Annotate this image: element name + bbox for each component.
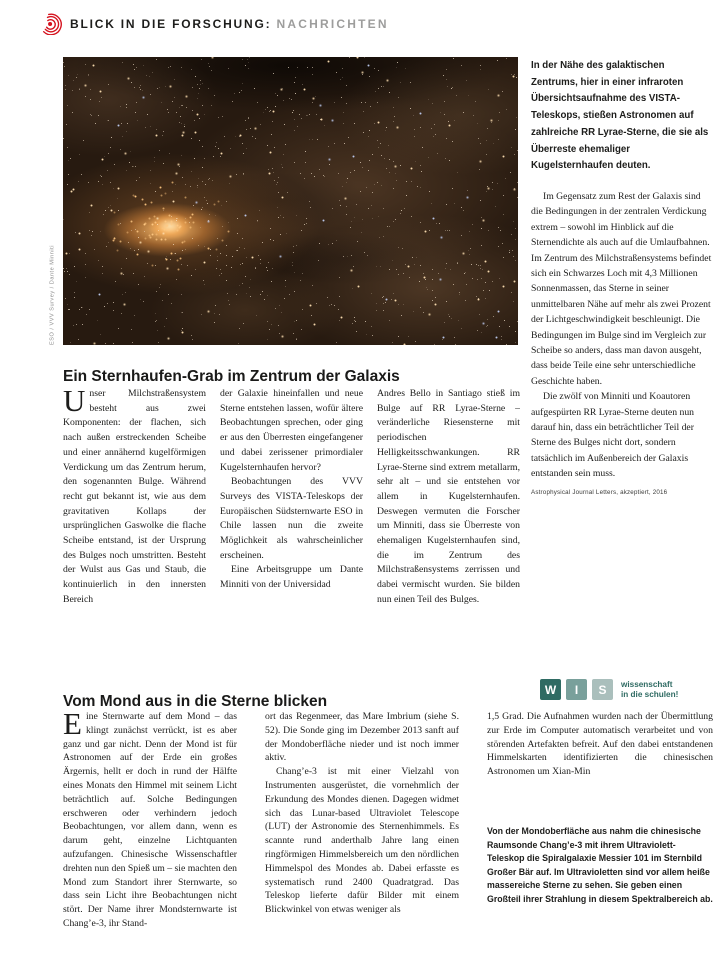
photo-caption: In der Nähe des galaktischen Zentrums, hier in einer infraroten Übersichtsaufnahme des VISTA-Teleskops, stießen Astronomen auf zahlreiche RR Lyrae-Sterne, die sie als Überreste ehemaliger Kugelsternhaufen deuten.: [531, 60, 709, 172]
article1-col3-text: Andres Bello in Santiago stieß im Bulge auf RR Lyrae-Sterne – veränderliche Riesensterne mit periodischen Helligkeitsschwankungen. RR Lyrae-Sterne sind extrem metallarm, sehr alt – und sie entstehen vor allem in Kugelsternhaufen. Deswegen vermuten die Forscher um Minniti, dass sie Überreste von ehemaligen Kugelsternhaufen sind, die im Zentrum des Milchstraßensystems zerrissen und dabei vermischt wurden. Sie bilden nun einen Teil des Bulges.: [377, 388, 520, 605]
article1-column-1: [63, 387, 206, 660]
article2-image-caption: Von der Mondoberfläche aus nahm die chinesische Raumsonde Chang’e-3 mit ihrem Ultraviolett-Teleskop die Spiralgalaxie Messier 101 im Sternbild Großer Bär auf. Im Ultravioletten sind vor allem heiße massereiche Sterne zu sehen. Sie geben einen Großteil ihrer Strahlung in diesem Spektralbereich ab.: [487, 825, 713, 904]
masthead-title-main: BLICK IN DIE FORSCHUNG:: [70, 17, 272, 31]
masthead: [40, 13, 389, 35]
article2-column-2: [265, 710, 459, 960]
wis-letter-i: I: [566, 679, 587, 700]
wis-label-line1: wissenschaft: [621, 680, 673, 689]
article2-column-3: [487, 710, 713, 960]
wis-letter-w: W: [540, 679, 561, 700]
article2-col3-text: 1,5 Grad. Die Aufnahmen wurden nach der Übermittlung zur Erde im Computer automatisch verarbeitet und von störenden Artefakten befreit. Auf den dabei entstandenen Himmelskarten identifizierten die chinesischen Astronomen um Xian-Min: [487, 711, 713, 778]
article1-col1-text: nser Milchstraßensystem besteht aus zwei Komponenten: der flachen, sich nach außen erstreckenden Scheibe und einer annähernd kugelförmigen Verdickung um das Zentrum herum, den sogenannten Bulge. Während recht gut bekannt ist, wie aus dem gravitativen Kollaps der ursprünglichen Gaswolke die flache Scheibe entstand, ist der Ursprung des Bulges noch umstritten. Besteht der Wulst aus Gas und Staub, die kontinuierlich in den innersten Bereich: [63, 388, 206, 605]
article1-columns: [63, 387, 520, 660]
wis-label-line2: in die schulen!: [621, 689, 679, 699]
article1-column-3: [377, 387, 520, 660]
sidebar-body: [531, 189, 713, 482]
article1-dropcap: U: [63, 387, 86, 418]
article2-column-1: [63, 710, 237, 960]
article1-title: Ein Sternhaufen-Grab im Zentrum der Galaxis: [63, 367, 400, 385]
article2-title: Vom Mond aus in die Sterne blicken: [63, 692, 328, 710]
sidebar-paragraph-1: Im Gegensatz zum Rest der Galaxis sind die Bedingungen in der zentralen Verdickung extrem – sowohl im Hinblick auf die Sternendichte als auch auf die Umlaufbahnen. Im Zentrum des Milchstraßensystems befindet sich ein Schwarzes Loch mit 4,3 Millionen Sonnenmassen, das Sterne in seiner unmittelbaren Nähe auf mehr als zwei Prozent der Lichtgeschwindigkeit beschleunigt. Die Bedingungen im Bulge sind im Vergleich zur Scheibe so anders, dass man davon ausgeht, dass beide Teile eine sehr unterschiedliche Geschichte haben.: [531, 190, 712, 387]
sidebar-paragraph-2: Die zwölf von Minniti und Koautoren aufgespürten RR Lyrae-Sterne deuten nun darauf hin, dass ein beträchtlicher Teil der Sterne des Bulges nicht dort, sondern tatsächlich im Außenbereich der Galaxis entstanden sein muss.: [531, 391, 695, 480]
wis-letter-s: S: [592, 679, 613, 700]
article1-col2-paragraph-2: Beobachtungen des VVV Surveys des VISTA-Teleskops der Europäischen Südsternwarte ESO in Chile lassen nun die zweite Möglichkeit als wahrscheinlicher erscheinen.: [220, 476, 363, 561]
article1-col2-paragraph-3: Eine Arbeitsgruppe um Dante Minniti von der Universidad: [220, 564, 363, 591]
source-reference: Astrophysical Journal Letters, akzeptiert, 2016: [531, 488, 668, 496]
wis-logo: [540, 679, 678, 700]
article2-col2-paragraph-2: Chang’e-3 ist mit einer Vielzahl von Instrumenten ausgerüstet, die vornehmlich der Erkundung des Mondes dienen. Dagegen widmet sich das Lunar-based Ultraviolet Telescope (LUT) der Astronomie des Sternenhimmels. Es scannte rund anderthalb Jahre lang einen ringförmigen Himmelsbereich um den nördlichen Himmelspol des Mondes ab. Dabei erfasste es systematisch rund 2400 Quadratgrad. Das Teleskop lieferte dafür Bilder mit einem Blickwinkel von etwas weniger als: [265, 766, 459, 916]
article2-col1-text: ine Sternwarte auf dem Mond – das klingt zunächst verrückt, ist es aber ganz und gar nicht. Denn der Mond ist für Astronomen auf der Erde ein großes Ärgernis, hellt er doch in rund der Hälfte eines Monats den Himmel mit seinem Licht beträchtlich auf. Solche Bedingungen erschweren oder verhindern jedoch Beobachtungen, vor allem dann, wenn es darum geht, einzelne Lichtquanten aufzufangen. Chinesische Wissenschaftler drehten nun den Spieß um – sie machten den Mond zum Standort ihrer Sternwarte, so dass sein Licht ihre Beobachtungen nicht stört. Der Name ihrer Mondsternwarte ist Chang’e-3, ihr Stand-: [63, 711, 237, 929]
sidebar: [531, 58, 713, 496]
starfield-layer-core: [63, 57, 64, 58]
radio-waves-logo-icon: [40, 13, 62, 35]
masthead-title: [70, 17, 389, 31]
galactic-core-glow: [149, 213, 191, 239]
article1-column-2: [220, 387, 363, 660]
galactic-center-photo: [63, 57, 518, 345]
article2-col2-paragraph-1: ort das Regenmeer, das Mare Imbrium (siehe S. 52). Die Sonde ging im Dezember 2013 sanft auf der Mondoberfläche nieder und ist noch immer aktiv.: [265, 711, 459, 764]
wis-label: [621, 680, 678, 699]
photo-credit: ESO / VVV Survey / Dante Minniti: [49, 245, 56, 345]
article1-col2-paragraph-1: der Galaxie hineinfallen und neue Sterne entstehen lassen, wofür ältere Beobachtungen sprechen, oder ging er aus den Überresten eingefangener und dabei zerissener primordialer Kugelsternhaufen hervor?: [220, 388, 363, 473]
article2-columns: [63, 710, 713, 960]
masthead-subtitle: NACHRICHTEN: [276, 17, 389, 31]
article2-dropcap: E: [63, 710, 82, 741]
